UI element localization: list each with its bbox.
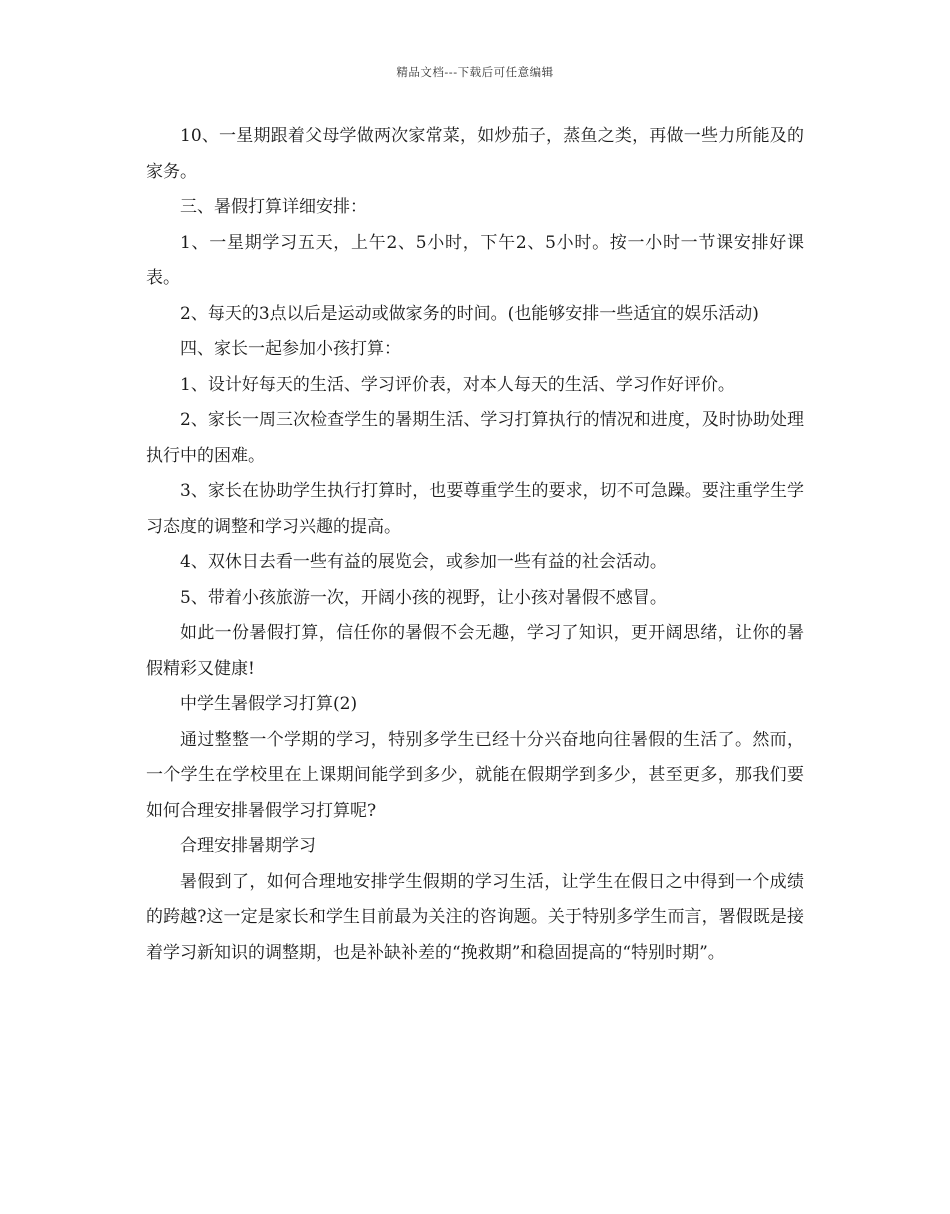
- section-heading: 四、家长一起参加小孩打算：: [180, 339, 401, 359]
- paragraph: 10、一星期跟着父母学做两次家常菜，如炒茄子，蒸鱼之类，再做一些力所能及的家务。: [146, 126, 804, 182]
- paragraph: 3、家长在协助学生执行打算时，也要尊重学生的要求，切不可急躁。要注重学生学习态度的调整和学习兴趣的提高。: [146, 481, 804, 537]
- paragraph: 暑假到了，如何合理地安排学生假期的学习生活，让学生在假日之中得到一个成绩的跨越?这一定是家长和学生目前最为关注的咨询题。关于特别多学生而言，署假既是接着学习新知识的调整期，也是补缺补差的“挽救期”和稳固提高的“特别时期”。: [146, 871, 804, 963]
- section-heading: 三、暑假打算详细安排：: [180, 197, 367, 217]
- page-header: 精品文档---下载后可任意编辑: [396, 65, 554, 79]
- paragraph: 2、每天的3点以后是运动或做家务的时间。(也能够安排一些适宜的娱乐活动): [180, 303, 759, 324]
- paragraph: 4、双休日去看一些有益的展览会，或参加一些有益的社会活动。: [180, 552, 667, 572]
- section-heading: 中学生暑假学习打算(2): [180, 694, 358, 714]
- section-heading: 合理安排暑期学习: [180, 836, 316, 856]
- paragraph: 如此一份暑假打算，信任你的暑假不会无趣，学习了知识，更开阔思绪，让你的暑假精彩又健康!: [146, 623, 804, 679]
- paragraph: 1、设计好每天的生活、学习评价表，对本人每天的生活、学习作好评价。: [180, 374, 735, 395]
- document-body: [146, 119, 804, 971]
- paragraph: 5、带着小孩旅游一次，开阔小孩的视野，让小孩对暑假不感冒。: [180, 587, 667, 608]
- paragraph: 1、一星期学习五天，上午2、5小时，下午2、5小时。按一小时一节课安排好课表。: [146, 232, 804, 288]
- paragraph: 2、家长一周三次检查学生的暑期生活、学习打算执行的情况和进度，及时协助处理执行中的困难。: [146, 410, 804, 466]
- paragraph: 通过整整一个学期的学习，特别多学生已经十分兴奋地向往暑假的生活了。然而，一个学生在学校里在上课期间能学到多少，就能在假期学到多少，甚至更多，那我们要如何合理安排暑假学习打算呢?: [146, 729, 804, 821]
